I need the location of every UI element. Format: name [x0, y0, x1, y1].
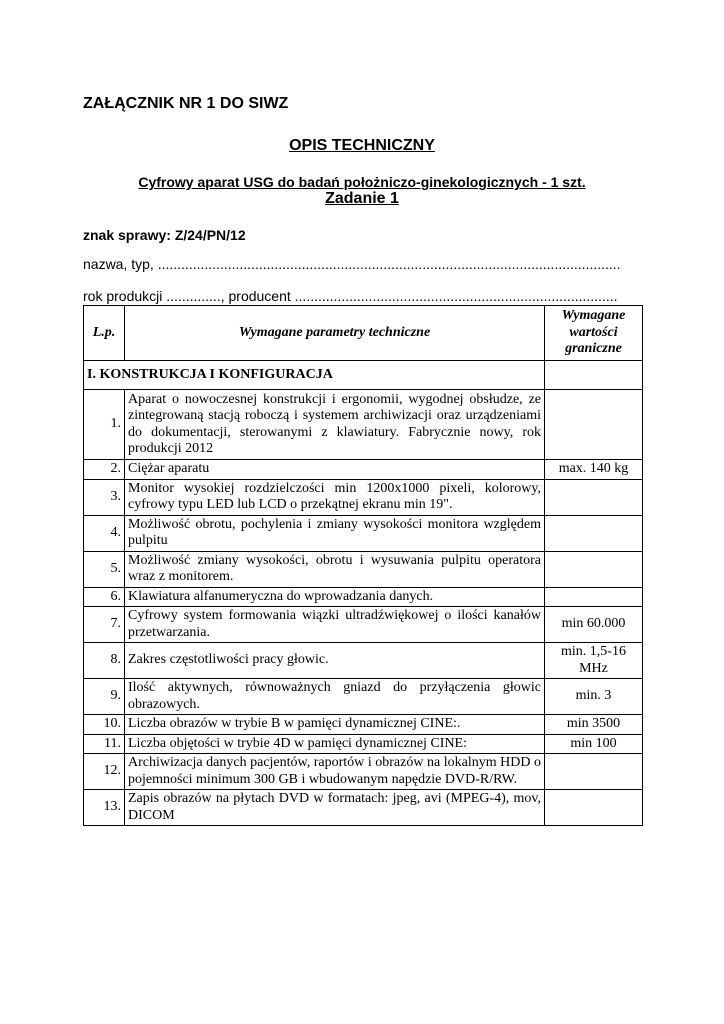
spec-table	[83, 305, 643, 826]
table-row	[84, 587, 643, 607]
row-value: min 100	[545, 734, 643, 754]
header-values: Wymagane wartości graniczne	[545, 306, 643, 361]
row-description: Monitor wysokiej rozdzielczości min 1200x1000 pixeli, kolorowy, cyfrowy typu LED lub LCD o przekątnej ekranu min 19".	[125, 479, 545, 515]
table-row	[84, 679, 643, 715]
annex-heading: ZAŁĄCZNIK NR 1 DO SIWZ	[83, 95, 289, 112]
table-row	[84, 515, 643, 551]
row-value	[545, 790, 643, 826]
row-description: Możliwość zmiany wysokości, obrotu i wysuwania pulpitu operatora wraz z monitorem.	[125, 551, 545, 587]
header-lp: L.p.	[84, 306, 125, 361]
year-producer-field: rok produkcji .............., producent ...................................................................................	[83, 288, 618, 304]
row-number: 7.	[84, 607, 125, 643]
row-value	[545, 551, 643, 587]
row-value: min. 1,5-16 MHz	[545, 643, 643, 679]
subject-line: Cyfrowy aparat USG do badań położniczo-ginekologicznych - 1 szt.	[138, 174, 586, 190]
section-title: I. KONSTRUKCJA I KONFIGURACJA	[84, 361, 545, 390]
row-description: Ciężar aparatu	[125, 460, 545, 480]
row-number: 10.	[84, 715, 125, 735]
row-description: Zapis obrazów na płytach DVD w formatach: jpeg, avi (MPEG-4), mov, DICOM	[125, 790, 545, 826]
table-row	[84, 460, 643, 480]
task-heading: Zadanie 1	[325, 190, 399, 207]
row-number: 13.	[84, 790, 125, 826]
row-number: 12.	[84, 754, 125, 790]
row-description: Klawiatura alfanumeryczna do wprowadzania danych.	[125, 587, 545, 607]
row-number: 1.	[84, 390, 125, 460]
row-value	[545, 515, 643, 551]
row-description: Ilość aktywnych, równoważnych gniazd do przyłączenia głowic obrazowych.	[125, 679, 545, 715]
row-value: max. 140 kg	[545, 460, 643, 480]
row-value	[545, 587, 643, 607]
row-number: 6.	[84, 587, 125, 607]
row-value: min 60.000	[545, 607, 643, 643]
row-number: 2.	[84, 460, 125, 480]
table-row	[84, 551, 643, 587]
row-value: min. 3	[545, 679, 643, 715]
case-number: znak sprawy: Z/24/PN/12	[83, 227, 246, 243]
row-description: Liczba obrazów w trybie B w pamięci dynamicznej CINE:.	[125, 715, 545, 735]
table-row	[84, 643, 643, 679]
row-number: 4.	[84, 515, 125, 551]
row-value	[545, 390, 643, 460]
header-parameters: Wymagane parametry techniczne	[125, 306, 545, 361]
document-title: OPIS TECHNICZNY	[289, 137, 435, 154]
row-number: 8.	[84, 643, 125, 679]
table-row	[84, 390, 643, 460]
row-description: Aparat o nowoczesnej konstrukcji i ergonomii, wygodnej obsłudze, ze zintegrowaną stacją roboczą i systemem archiwizacji oraz urządzeniami do dokumentacji, sterowanymi z klawiatury. Fabrycznie nowy, rok produkcji 2012	[125, 390, 545, 460]
row-value	[545, 754, 643, 790]
name-type-field: nazwa, typ, .......................................................................................................................	[83, 256, 621, 272]
section-row	[84, 361, 643, 390]
row-value: min 3500	[545, 715, 643, 735]
section-empty-cell	[545, 361, 643, 390]
row-value	[545, 479, 643, 515]
row-description: Zakres częstotliwości pracy głowic.	[125, 643, 545, 679]
table-row	[84, 715, 643, 735]
row-description: Archiwizacja danych pacjentów, raportów i obrazów na lokalnym HDD o pojemności minimum 300 GB i wbudowanym napędzie DVD-R/RW.	[125, 754, 545, 790]
row-number: 9.	[84, 679, 125, 715]
table-row	[84, 607, 643, 643]
row-number: 3.	[84, 479, 125, 515]
row-description: Liczba objętości w trybie 4D w pamięci dynamicznej CINE:	[125, 734, 545, 754]
row-description: Możliwość obrotu, pochylenia i zmiany wysokości monitora względem pulpitu	[125, 515, 545, 551]
row-number: 5.	[84, 551, 125, 587]
table-row	[84, 754, 643, 790]
table-row	[84, 479, 643, 515]
row-number: 11.	[84, 734, 125, 754]
row-description: Cyfrowy system formowania wiązki ultradźwiękowej o ilości kanałów przetwarzania.	[125, 607, 545, 643]
table-row	[84, 790, 643, 826]
table-row	[84, 734, 643, 754]
table-header-row	[84, 306, 643, 361]
